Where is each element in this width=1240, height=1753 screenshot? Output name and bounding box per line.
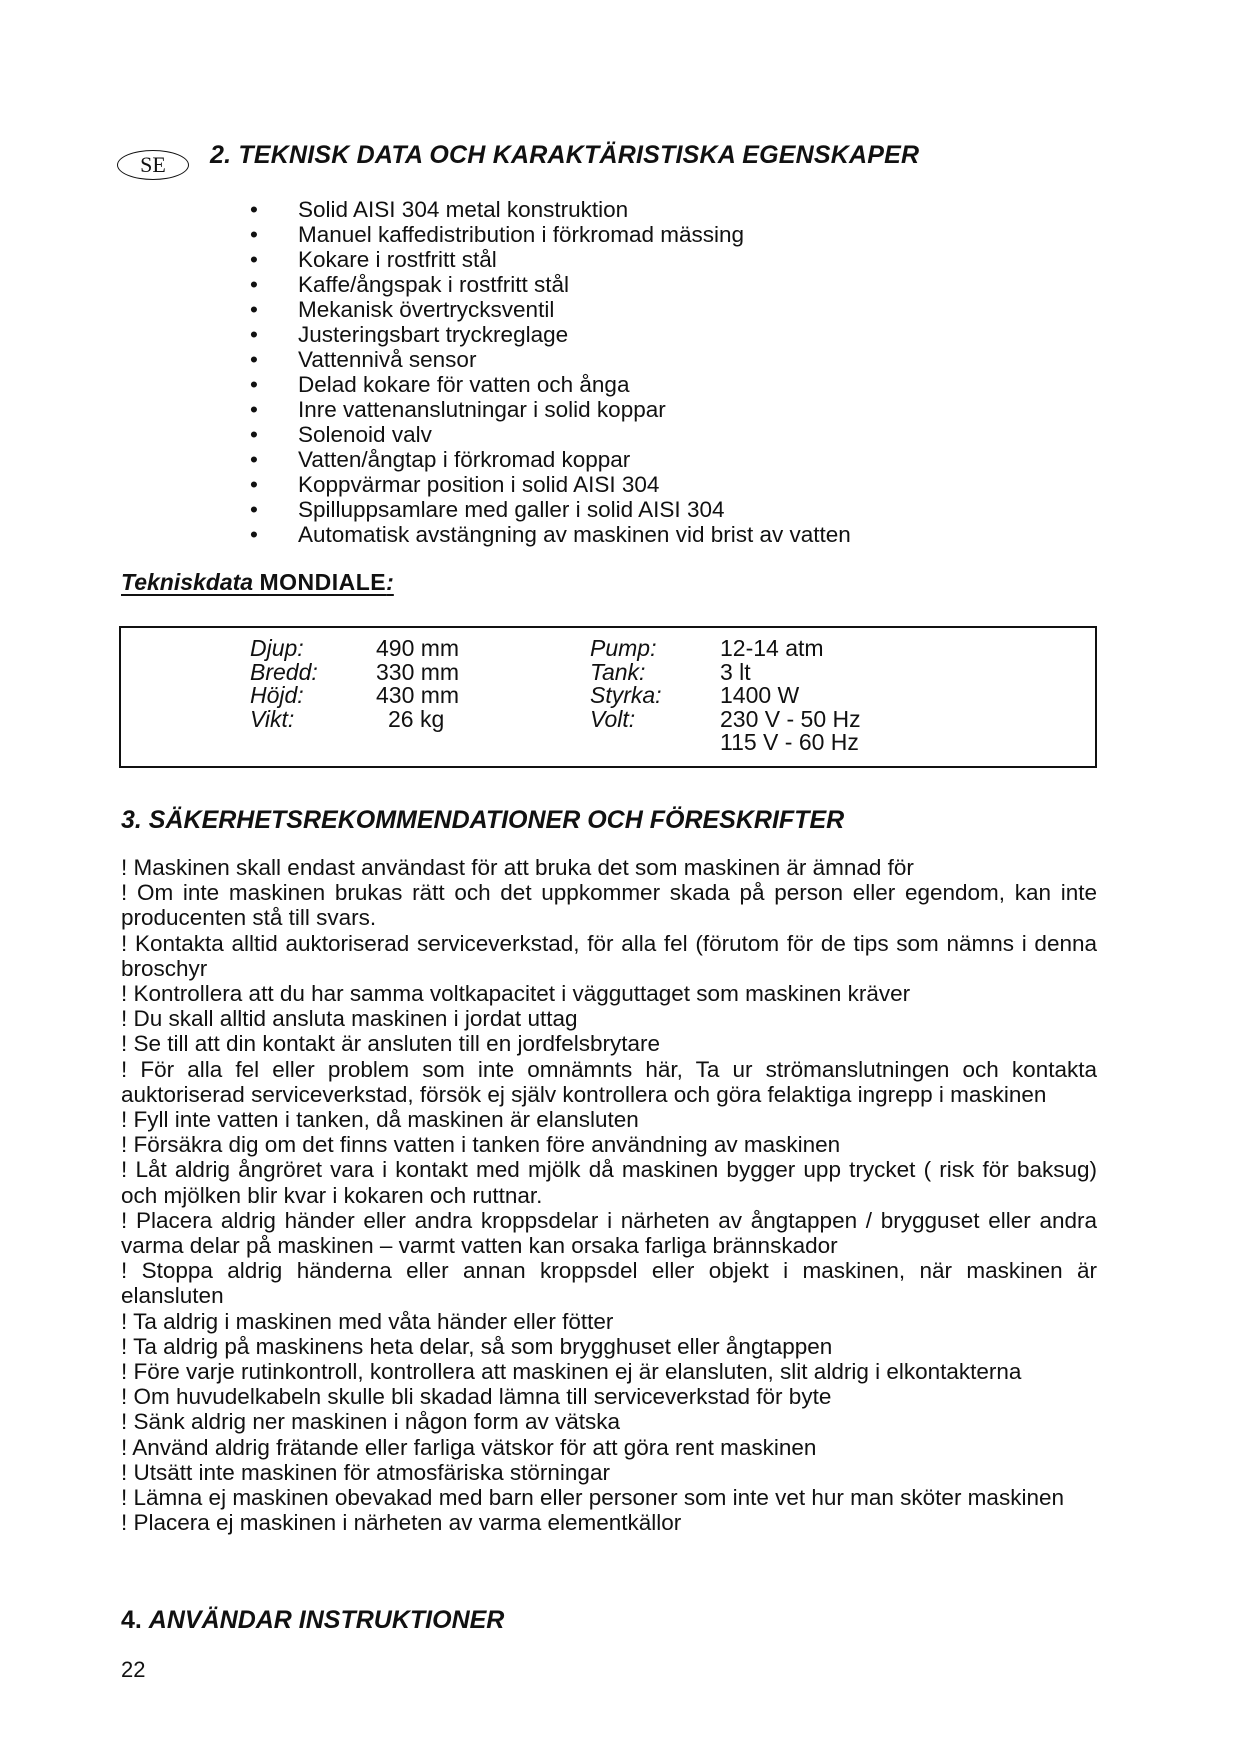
spec-labels-right [590,637,662,731]
section-4-label: ANVÄNDAR INSTRUKTIONER [148,1606,505,1634]
safety-item: ! Placera ej maskinen i närheten av varma elementkällor [121,1510,682,1536]
list-item: • Mekanisk övertrycksventil [250,297,851,322]
safety-item: ! Om huvudelkabeln skulle bli skadad lämna till serviceverkstad för byte [121,1384,832,1410]
list-item: • Kaffe/ångspak i rostfritt stål [250,272,851,297]
safety-item: ! Före varje rutinkontroll, kontrollera att maskinen ej är elansluten, slit aldrig i elkontakterna [121,1359,1022,1385]
list-item: • Automatisk avstängning av maskinen vid brist av vatten [250,522,851,547]
list-item: • Vatten/ångtap i förkromad koppar [250,447,851,472]
page-number: 22 [121,1657,146,1682]
safety-item: ! Försäkra dig om det finns vatten i tanken före användning av maskinen [121,1132,841,1158]
safety-item: ! Kontrollera att du har samma voltkapacitet i vägguttaget som maskinen kräver [121,981,911,1007]
list-item: • Solid AISI 304 metal konstruktion [250,197,851,222]
spec-label: Styrka: [590,682,662,708]
language-badge: SE [117,150,189,180]
spec-value: 330 mm [376,658,460,685]
spec-values-right [720,637,861,755]
tech-title-suffix: : [386,569,394,595]
tech-title-prefix: Tekniskdata [121,569,260,595]
feature-list [250,197,851,547]
spec-value: 26 kg [388,705,445,732]
safety-item: ! Ta aldrig på maskinens heta delar, så som brygghuset eller ångtappen [121,1333,833,1359]
safety-list [121,855,1097,1535]
list-item: • Inre vattenanslutningar i solid koppar [250,397,851,422]
spec-labels-left [250,637,318,731]
spec-value: 230 V - 50 Hz [720,705,861,732]
safety-item: ! Kontakta alltid auktoriserad serviceverkstad, för alla fel (förutom för de tips som nämns i denna broschyr [121,930,1097,981]
safety-item: ! Låt aldrig ångröret vara i kontakt med mjölk då maskinen bygger upp trycket ( risk för baksug) och mjölken blir kvar i kokaren och ruttnar. [121,1157,1097,1208]
list-item: • Vattennivå sensor [250,347,851,372]
list-item: • Solenoid valv [250,422,851,447]
spec-label: Pump: [590,635,657,661]
safety-item: ! Ta aldrig i maskinen med våta händer eller fötter [121,1308,614,1334]
safety-item: ! För alla fel eller problem som inte omnämnts här, Ta ur strömanslutningen och kontakta auktoriserad serviceverkstad, försök ej själv kontrollera och göra felaktiga ingrepp i maskinen [121,1056,1097,1107]
spec-table [119,626,1097,768]
safety-item: ! Placera aldrig händer eller andra kroppsdelar i närheten av ångtappen / brygguset eller andra varma delar på maskinen – varmt vatten kan orsaka farliga brännskador [121,1207,1097,1259]
section-4-number: 4. [121,1606,149,1634]
safety-item: ! Sänk aldrig ner maskinen i någon form av vätska [121,1409,620,1435]
safety-item: ! Maskinen skall endast användast för att bruka det som maskinen är ämnad för [121,855,914,880]
list-item: • Manuel kaffedistribution i förkromad mässing [250,222,851,247]
list-item: • Spilluppsamlare med galler i solid AISI 304 [250,497,851,522]
list-item: • Justeringsbart tryckreglage [250,322,851,347]
safety-item: ! Om inte maskinen brukas rätt och det uppkommer skada på person eller egendom, kan inte producenten stå till svars. [121,880,1097,931]
spec-value: 115 V - 60 Hz [720,729,859,755]
spec-label: Tank: [590,658,646,685]
tech-data-title [121,569,394,596]
list-item: • Delad kokare för vatten och ånga [250,372,851,397]
spec-value: 490 mm [376,635,460,661]
spec-value: 12-14 atm [720,635,824,661]
list-item: • Kokare i rostfritt stål [250,247,851,272]
safety-item: ! Lämna ej maskinen obevakad med barn eller personer som inte vet hur man sköter maskinen [121,1485,1064,1511]
spec-value: 3 lt [720,658,751,685]
safety-item: ! Utsätt inte maskinen för atmosfäriska störningar [121,1459,610,1485]
spec-value: 1400 W [720,682,800,708]
spec-value: 430 mm [376,682,460,708]
spec-label: Höjd: [250,682,304,708]
spec-label: Djup: [250,635,304,661]
brand-name: MONDIALE [259,569,387,595]
safety-item: ! Du skall alltid ansluta maskinen i jordat uttag [121,1006,578,1032]
safety-item: ! Fyll inte vatten i tanken, då maskinen är elansluten [121,1107,639,1133]
safety-item: ! Se till att din kontakt är ansluten till en jordfelsbrytare [121,1031,661,1057]
list-item: • Koppvärmar position i solid AISI 304 [250,472,851,497]
safety-item: ! Stoppa aldrig händerna eller annan kroppsdel eller objekt i maskinen, när maskinen är elansluten [121,1258,1097,1309]
spec-label: Bredd: [250,658,318,685]
spec-label: Volt: [590,705,636,732]
spec-values-left [376,637,459,731]
section-2-title: 2. TEKNISK DATA OCH KARAKTÄRISTISKA EGENSKAPER [210,141,920,169]
safety-item: ! Använd aldrig frätande eller farliga vätskor för att göra rent maskinen [121,1434,817,1460]
section-3-title: 3. SÄKERHETSREKOMMENDATIONER OCH FÖRESKRIFTER [121,806,845,834]
spec-label: Vikt: [250,705,295,732]
section-4-title [121,1606,504,1635]
